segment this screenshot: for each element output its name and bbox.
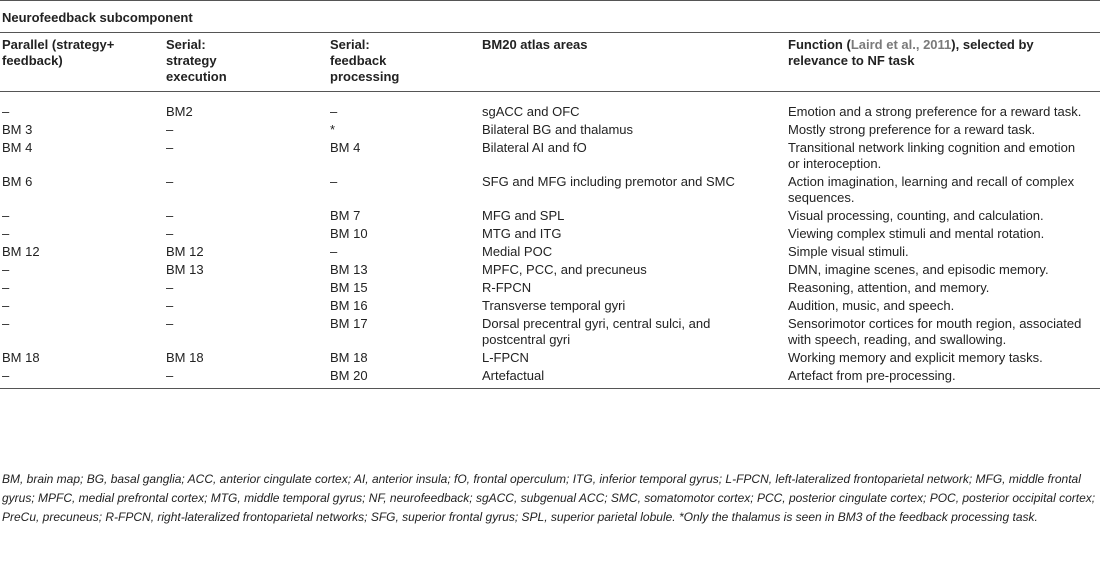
column-header-row xyxy=(0,33,1100,92)
cell-function: Viewing complex stimuli and mental rotation. xyxy=(788,226,1045,241)
table-footnote: BM, brain map; BG, basal ganglia; ACC, anterior cingulate cortex; AI, anterior insula; fO, frontal operculum; ITG, inferior temporal gyrus; L-FPCN, left-lateralized frontoparietal network; MFG, middle frontal gyrus; MPFC, medial prefrontal cortex; MTG, middle temporal gyrus; NF, neurofeedback; sgACC, subgenual ACC; SMC, somatomotor cortex; PCC, posterior cingulate cortex; POC, posterior occipital cortex; PreCu, precuneus; R-FPCN, right-lateralized frontoparietal networks; SFG, superior frontal gyrus; SPL, superior parietal lobule. *Only the thalamus is seen in BM3 of the feedback processing task. xyxy=(2,472,1096,524)
cell-parallel: BM 6 xyxy=(2,174,33,189)
cell-strategy: – xyxy=(166,140,174,155)
table-row xyxy=(0,139,1100,173)
cell-strategy: – xyxy=(166,174,174,189)
cell-strategy: BM 18 xyxy=(166,350,204,365)
table-row xyxy=(0,225,1100,243)
table-row xyxy=(0,315,1100,349)
cell-function: Emotion and a strong preference for a reward task. xyxy=(788,104,1082,119)
cell-function: Audition, music, and speech. xyxy=(788,298,955,313)
col-header-serial-strategy: Serial: strategy execution xyxy=(166,37,227,84)
cell-function: Visual processing, counting, and calculation. xyxy=(788,208,1044,223)
cell-function: DMN, imagine scenes, and episodic memory. xyxy=(788,262,1049,277)
cell-strategy: – xyxy=(166,316,174,331)
cell-feedback: BM 10 xyxy=(330,226,368,241)
cell-areas: MFG and SPL xyxy=(482,208,565,223)
cell-feedback: BM 15 xyxy=(330,280,368,295)
col-header-function xyxy=(786,33,1100,92)
cell-areas: Medial POC xyxy=(482,244,553,259)
cell-strategy: BM2 xyxy=(166,104,193,119)
cell-feedback: BM 17 xyxy=(330,316,368,331)
cell-function: Reasoning, attention, and memory. xyxy=(788,280,990,295)
cell-areas: SFG and MFG including premotor and SMC xyxy=(482,174,735,189)
cell-function: Working memory and explicit memory tasks. xyxy=(788,350,1043,365)
subcomponent-header-row xyxy=(0,1,1100,33)
cell-areas: MPFC, PCC, and precuneus xyxy=(482,262,647,277)
function-suffix: ), selected by relevance to NF task xyxy=(788,37,1034,68)
table-row xyxy=(0,261,1100,279)
table-row xyxy=(0,173,1100,207)
cell-feedback: BM 18 xyxy=(330,350,368,365)
cell-parallel: – xyxy=(2,316,10,331)
table-row xyxy=(0,243,1100,261)
cell-feedback: – xyxy=(330,104,338,119)
cell-areas: Bilateral AI and fO xyxy=(482,140,587,155)
cell-function: Mostly strong preference for a reward task. xyxy=(788,122,1036,137)
table-row xyxy=(0,349,1100,367)
cell-feedback: BM 20 xyxy=(330,368,368,383)
table-row xyxy=(0,367,1100,389)
cell-parallel: – xyxy=(2,368,10,383)
cell-feedback: * xyxy=(330,122,336,137)
cell-function: Transitional network linking cognition and emotion or interoception. xyxy=(788,140,1076,171)
table-row xyxy=(0,207,1100,225)
cell-parallel: BM 3 xyxy=(2,122,33,137)
cell-function: Simple visual stimuli. xyxy=(788,244,909,259)
cell-feedback: BM 13 xyxy=(330,262,368,277)
cell-function: Action imagination, learning and recall of complex sequences. xyxy=(788,174,1075,205)
cell-parallel: – xyxy=(2,226,10,241)
cell-areas: Transverse temporal gyri xyxy=(482,298,626,313)
cell-strategy: – xyxy=(166,122,174,137)
cell-strategy: – xyxy=(166,368,174,383)
cell-areas: Bilateral BG and thalamus xyxy=(482,122,634,137)
table-body xyxy=(0,92,1100,389)
table-row xyxy=(0,279,1100,297)
cell-parallel: – xyxy=(2,280,10,295)
subcomponent-header: Neurofeedback subcomponent xyxy=(2,10,193,25)
cell-feedback: BM 16 xyxy=(330,298,368,313)
cell-parallel: BM 4 xyxy=(2,140,33,155)
function-citation-link[interactable]: Laird et al., 2011 xyxy=(850,37,952,52)
function-prefix: Function ( xyxy=(788,37,851,52)
cell-parallel: – xyxy=(2,262,10,277)
cell-areas: R-FPCN xyxy=(482,280,532,295)
table-row xyxy=(0,92,1100,122)
cell-parallel: – xyxy=(2,104,10,119)
cell-strategy: – xyxy=(166,226,174,241)
cell-feedback: BM 4 xyxy=(330,140,361,155)
cell-function: Sensorimotor cortices for mouth region, associated with speech, reading, and swallowing. xyxy=(788,316,1082,347)
cell-feedback: – xyxy=(330,174,338,189)
col-header-serial-feedback: Serial: feedback processing xyxy=(330,37,400,84)
table-row xyxy=(0,297,1100,315)
cell-strategy: BM 12 xyxy=(166,244,204,259)
cell-areas: sgACC and OFC xyxy=(482,104,580,119)
col-header-parallel: Parallel (strategy+ feedback) xyxy=(2,37,115,68)
cell-areas: Artefactual xyxy=(482,368,545,383)
cell-areas: Dorsal precentral gyri, central sulci, and postcentral gyri xyxy=(482,316,711,347)
cell-areas: MTG and ITG xyxy=(482,226,562,241)
col-header-areas: BM20 atlas areas xyxy=(482,37,588,52)
cell-strategy: – xyxy=(166,280,174,295)
cell-parallel: BM 18 xyxy=(2,350,40,365)
cell-feedback: BM 7 xyxy=(330,208,361,223)
cell-parallel: – xyxy=(2,208,10,223)
cell-parallel: – xyxy=(2,298,10,313)
table-row xyxy=(0,121,1100,139)
cell-strategy: – xyxy=(166,208,174,223)
cell-areas: L-FPCN xyxy=(482,350,529,365)
cell-function: Artefact from pre-processing. xyxy=(788,368,956,383)
cell-strategy: BM 13 xyxy=(166,262,204,277)
cell-feedback: – xyxy=(330,244,338,259)
cell-parallel: BM 12 xyxy=(2,244,40,259)
cell-strategy: – xyxy=(166,298,174,313)
